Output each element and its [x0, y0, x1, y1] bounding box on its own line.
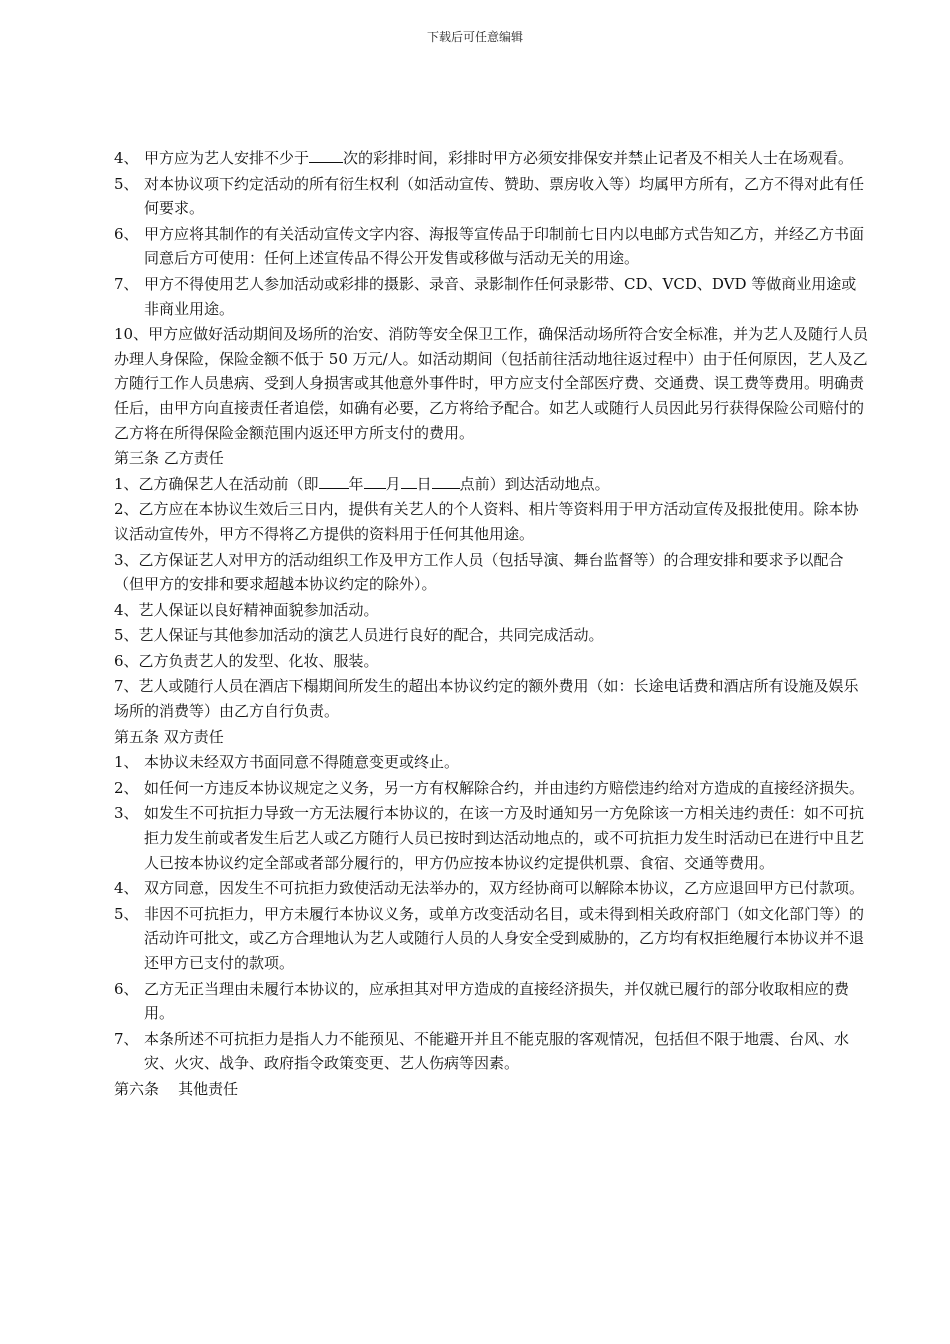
clause-text: 点前）到达活动地点。: [459, 474, 610, 493]
document-body: [114, 145, 870, 1102]
clause-number: 2、: [114, 778, 139, 797]
clause-item: [114, 222, 870, 271]
clause-number: 4、: [114, 149, 139, 167]
clause-number: 6、: [114, 979, 139, 998]
clause-number: 7、: [114, 274, 139, 293]
clause-text: 如发生不可抗拒力导致一方无法履行本协议的，在该一方及时通知另一方免除该一方相关违约责任：如不可抗拒力发生前或者发生后艺人或乙方随行人员已按时到达活动地点的，或不可抗拒力发生时活动已在进行中且艺人已按本协议约定全部或者部分履行的，甲方仍应按本协议约定提供机票、食宿、交通等费用。: [144, 804, 865, 872]
clause-text-before-blank: 甲方应为艺人安排不少于: [144, 149, 310, 167]
clause-item: [114, 146, 870, 171]
clause-item: [114, 876, 870, 901]
clause-paragraph: 5、艺人保证与其他参加活动的演艺人员进行良好的配合，共同完成活动。: [114, 626, 604, 645]
fill-blank: [432, 474, 460, 489]
clause-text: 年: [348, 474, 364, 493]
clause-text: 日: [416, 474, 432, 493]
section-title: 第三条 乙方责任: [114, 449, 224, 468]
clause-text: 非因不可抗拒力，甲方未履行本协议义务，或单方改变活动名目，或未得到相关政府部门（如文化部门等）的活动许可批文，或乙方合理地认为艺人或随行人员的人身安全受到威胁的，乙方均有权拒绝履行本协议并不退还甲方已支付的款项。: [144, 904, 865, 972]
clause-item: [114, 1027, 870, 1076]
clause-text: 1、乙方确保艺人在活动前（即: [114, 474, 319, 493]
clause-text: 月: [385, 474, 401, 493]
clause-paragraph: 2、乙方应在本协议生效后三日内，提供有关艺人的个人资料、相片等资料用于甲方活动宣传及报批使用。除本协议活动宣传外，甲方不得将乙方提供的资料用于任何其他用途。: [114, 500, 859, 543]
clause-paragraph: 4、艺人保证以良好精神面貌参加活动。: [114, 600, 379, 619]
clause-number: 6、: [114, 224, 139, 243]
section-title: 第五条 双方责任: [114, 727, 224, 746]
clause-text: 甲方不得使用艺人参加活动或彩排的摄影、录音、录影制作任何录影带、CD、VCD、DVD 等做商业用途或非商业用途。: [144, 274, 857, 318]
clause-text: 乙方无正当理由未履行本协议的，应承担其对甲方造成的直接经济损失，并仅就已履行的部分收取相应的费用。: [144, 979, 850, 1023]
section-title: 第六条 其他责任: [114, 1079, 239, 1098]
clause-number: 5、: [114, 904, 139, 923]
clause-item: [114, 272, 870, 321]
clause-number: 4、: [114, 879, 139, 898]
fill-blank: [364, 474, 386, 489]
fill-blank: [319, 474, 349, 489]
clause-number: 7、: [114, 1029, 139, 1048]
clause-text: 如任何一方违反本协议规定之义务，另一方有权解除合约，并由违约方赔偿违约给对方造成的直接经济损失。: [144, 778, 865, 797]
clause-paragraph: 3、乙方保证艺人对甲方的活动组织工作及甲方工作人员（包括导演、舞台监督等）的合理安排和要求予以配合（但甲方的安排和要求超越本协议约定的除外）。: [114, 550, 844, 594]
clause-paragraph: [114, 472, 870, 497]
clause-text-after-blank: 次的彩排时间，彩排时甲方必须安排保安并禁止记者及不相关人士在场观看。: [343, 149, 854, 167]
clause-paragraph-10: 10、甲方应做好活动期间及场所的治安、消防等安全保卫工作，确保活动场所符合安全标准，并为艺人及随行人员办理人身保险，保险金额不低于 50 万元/人。如活动期间（包括前往活动地往返过程中）由于任何原因，艺人及乙方随行工作人员患病、受到人身损害或其他意外事件时，甲方应支付全部医疗费、交通费、误工费等费用。明确责任后，由甲方向直接责任者追偿，如确有必要，乙方将给予配合。如艺人或随行人员因此另行获得保险公司赔付的乙方将在所得保险金额范围内返还甲方所支付的费用。: [114, 325, 869, 442]
clause-text: 本协议未经双方书面同意不得随意变更或终止。: [144, 753, 460, 772]
clause-paragraph: 7、艺人或随行人员在酒店下榻期间所发生的超出本协议约定的额外费用（如：长途电话费和酒店所有设施及娱乐场所的消费等）由乙方自行负责。: [114, 677, 859, 721]
clause-paragraph: 6、乙方负责艺人的发型、化妆、服装。: [114, 651, 379, 670]
fill-blank: [401, 474, 417, 489]
fill-blank: [309, 148, 343, 163]
clause-number: 1、: [114, 753, 139, 772]
clause-text: 对本协议项下约定活动的所有衍生权利（如活动宣传、赞助、票房收入等）均属甲方所有，乙方不得对此有任何要求。: [144, 174, 865, 218]
clause-text: 本条所述不可抗拒力是指人力不能预见、不能避开并且不能克服的客观情况，包括但不限于地震、台风、水灾、火灾、战争、政府指令政策变更、艺人伤病等因素。: [144, 1029, 850, 1073]
clause-item: [114, 750, 870, 775]
clause-text: 双方同意，因发生不可抗拒力致使活动无法举办的，双方经协商可以解除本协议，乙方应退回甲方已付款项。: [144, 879, 865, 898]
clause-item: [114, 776, 870, 801]
clause-number: 3、: [114, 804, 139, 823]
clause-item: [114, 902, 870, 976]
clause-item: [114, 801, 870, 875]
clause-item: [114, 172, 870, 221]
clause-text: 甲方应将其制作的有关活动宣传文字内容、海报等宣传品于印制前七日内以电邮方式告知乙方，并经乙方书面同意后方可使用：任何上述宣传品不得公开发售或移做与活动无关的用途。: [144, 224, 865, 268]
page-header: 下载后可任意编辑: [426, 30, 523, 44]
clause-item: [114, 977, 870, 1026]
clause-number: 5、: [114, 174, 139, 193]
